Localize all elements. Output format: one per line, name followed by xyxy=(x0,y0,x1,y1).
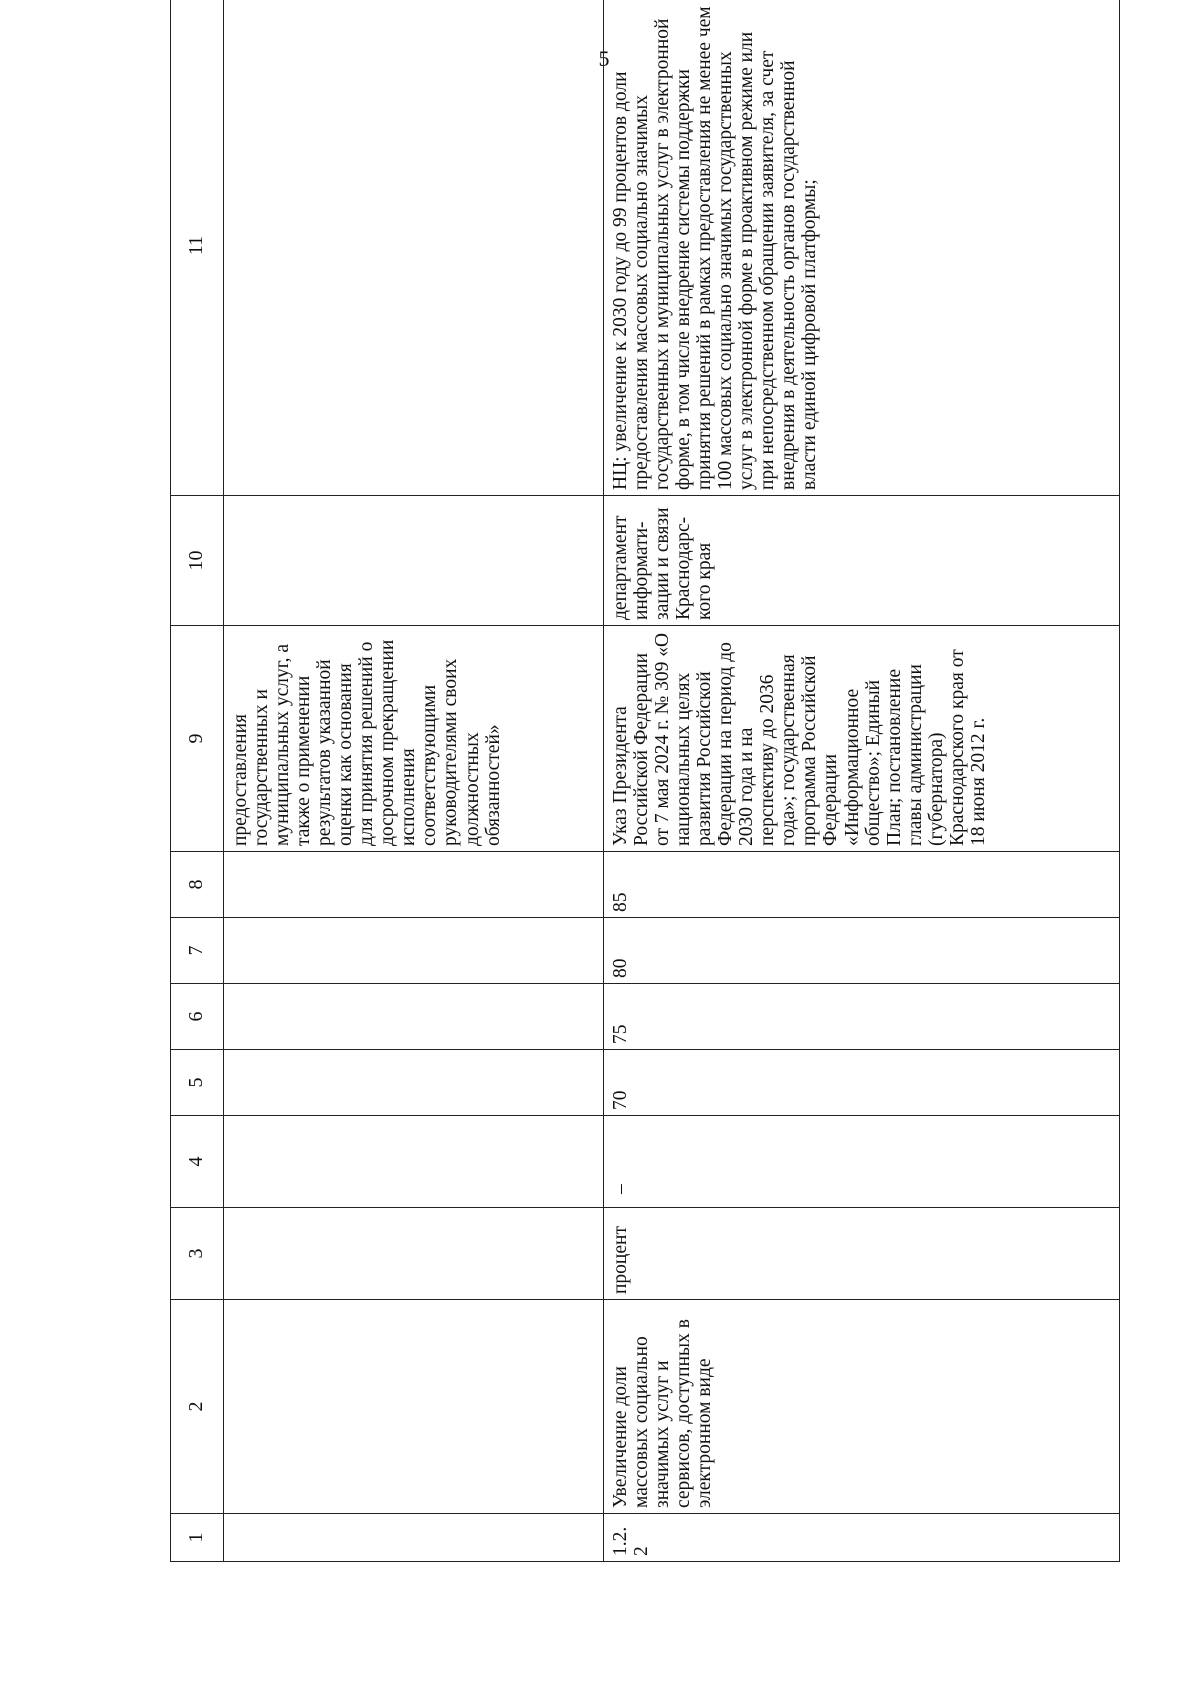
value-2026: 75 xyxy=(610,1024,631,1044)
value-cell xyxy=(604,1050,1120,1116)
source-document-cell xyxy=(604,626,1120,852)
continuation-text: предоставления государственных и муниципальных услуг, а также о применении результатов указанной оценки как основания для принятия решений о досрочном прекращении исполнения соответствующими руководителями своих должностных обязанностей» xyxy=(230,639,504,846)
base-value: – xyxy=(610,1184,631,1194)
indicator-name-cell xyxy=(604,1300,1120,1514)
table-cell xyxy=(224,852,604,918)
value-2027: 80 xyxy=(610,958,631,978)
table-cell xyxy=(224,1514,604,1562)
value-2028: 85 xyxy=(610,892,631,912)
value-cell xyxy=(604,1116,1120,1208)
header-cell: 3 xyxy=(171,1208,224,1300)
value-cell xyxy=(604,918,1120,984)
header-cell: 9 xyxy=(171,626,224,852)
header-cell: 7 xyxy=(171,918,224,984)
table-cell xyxy=(224,626,604,852)
national-goal: НЦ: увеличение к 2030 году до 99 процентов доли предоставления массовых социально значимых государственных и муниципальных услуг в электронной форме, в том числе внедрение системы поддержки принятия решений в рамках предоставления не менее чем 100 массовых социально значимых государственных услуг в электронной форме в проактивном режиме или при непосредственном обращении заявителя, за счет внедрения в деятельность органов государственной власти единой цифровой платформы; xyxy=(610,6,821,490)
header-cell: 4 xyxy=(171,1116,224,1208)
table-cell xyxy=(224,984,604,1050)
page-number: 5 xyxy=(598,46,610,71)
table-header-row xyxy=(171,0,224,1562)
value-2025: 70 xyxy=(610,1090,631,1110)
table-row xyxy=(604,0,1120,1562)
goal-cell xyxy=(604,0,1120,496)
table-cell xyxy=(224,1300,604,1514)
header-cell: 10 xyxy=(171,496,224,626)
table-cell xyxy=(224,918,604,984)
row-number: 1.2.2 xyxy=(610,1526,653,1556)
table-cell xyxy=(224,1208,604,1300)
unit: процент xyxy=(610,1226,631,1294)
responsible-cell xyxy=(604,496,1120,626)
rotated-table-container xyxy=(170,6,1120,1562)
table-cell xyxy=(224,1116,604,1208)
header-cell: 2 xyxy=(171,1300,224,1514)
source-document: Указ Президента Российской Федерации от 7 мая 2024 г. № 309 «О национальных целях развития Российской Федерации на период до 2030 года и на перспективу до 2036 года»; государственная программа Российской Федерации «Информационное общество»; Единый План; постановление главы администрации (губернатора) Краснодарского края от 18 июня 2012 г. xyxy=(610,632,989,846)
header-cell: 6 xyxy=(171,984,224,1050)
value-cell xyxy=(604,852,1120,918)
value-cell xyxy=(604,984,1120,1050)
table-cell xyxy=(224,496,604,626)
row-number-cell xyxy=(604,1514,1120,1562)
unit-cell xyxy=(604,1208,1120,1300)
table-cell xyxy=(224,0,604,496)
header-cell: 5 xyxy=(171,1050,224,1116)
header-cell: 8 xyxy=(171,852,224,918)
header-cell: 11 xyxy=(171,0,224,496)
header-cell: 1 xyxy=(171,1514,224,1562)
table-row xyxy=(224,0,604,1562)
indicators-table xyxy=(170,0,1120,1562)
responsible-body: департамент информати-зации и связи Краснодарс-кого края xyxy=(610,507,716,620)
indicator-name: Увеличение доли массовых социально значимых услуг и сервисов, доступных в электронном виде xyxy=(610,1319,716,1508)
table-cell xyxy=(224,1050,604,1116)
